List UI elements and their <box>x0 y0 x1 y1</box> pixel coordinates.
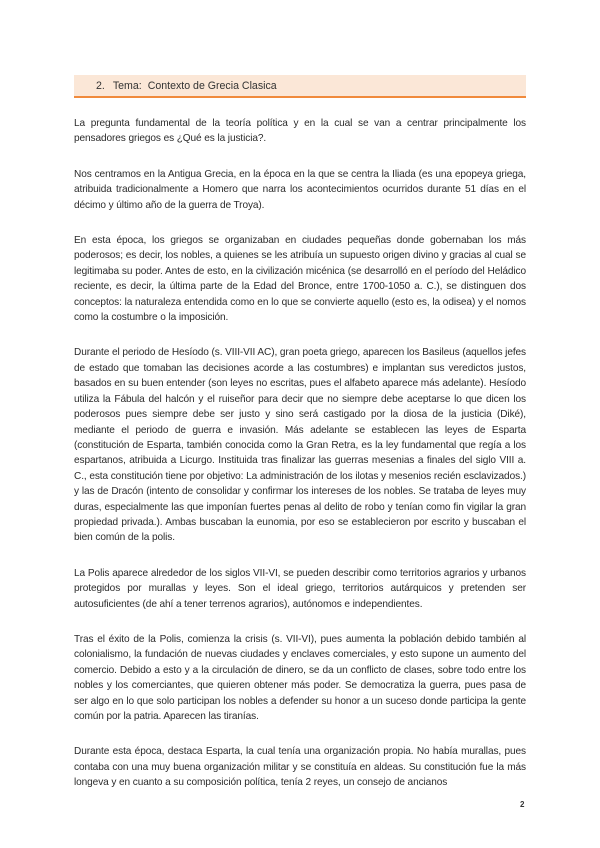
section-number: 2. <box>96 79 105 92</box>
paragraph: Durante esta época, destaca Esparta, la cual tenía una organización propia. No había murallas, pues contaba con una muy buena organización militar y se constituía en aldeas. Su constitución fue la más longeva y en cuanto a su composición política, tenía 2 reyes, un consejo de ancianos <box>74 746 526 789</box>
body-text <box>74 116 526 811</box>
paragraph: Durante el periodo de Hesíodo (s. VIII-VII AC), gran poeta griego, aparecen los Basileus (aquellos jefes de estado que tomaban las decisiones acorde a las costumbres) e implantan sus veredictos justos, basados en su buen entender (son leyes no escritas, pues el alfabeto aparece más adelante). Hesíodo utiliza la Fábula del halcón y el ruiseñor para decir que no siempre debe aceptarse lo que dicen los poderosos pues siempre debe ser justo y sino será castigado por la diosa de la justicia (Diké), mediante el periodo de guerra e invasión. Más adelante se establecen las leyes de Esparta (constitución de Esparta, también conocida como la Gran Retra, es la ley fundamental que regía a los espartanos, atribuida a Licurgo. Instituida tras finalizar las guerras mesenias a finales del siglo VIII a. C., esta constitución tiene por objetivo: La administración de los ilotas y mesenios recién esclavizados.) y las de Dracón (intento de consolidar y confirmar los intereses de los nobles. Se trataba de leyes muy duras, especialmente las que imponían fuertes penas al delito de robo y tenían como fin vigilar la gran propiedad privada.). Ambas buscaban la eunomia, por eso se establecieron por escrito y buscaban el bien común de la polis. <box>74 347 526 544</box>
paragraph: La pregunta fundamental de la teoría política y en la cual se van a centrar principalmente los pensadores griegos es ¿Qué es la justicia?. <box>74 118 526 145</box>
page-number: 2 <box>520 800 525 809</box>
paragraph: Nos centramos en la Antigua Grecia, en la época en la que se centra la Iliada (es una epopeya griega, atribuida tradicionalmente a Homero que narra los acontecimientos ocurridos durante 51 días en el décimo y último año de la guerra de Troya). <box>74 168 526 211</box>
paragraph: Tras el éxito de la Polis, comienza la crisis (s. VII-VI), pues aumenta la población debido también al colonialismo, la fundación de nuevas ciudades y enclaves comerciales, y esto supone un aumento del comercio. Debido a esto y a la circulación de dinero, se da un conflicto de clases, sobre todo entre los nobles y los comerciantes, que quieren obtener más poder. Se democratiza la guerra, pues pasa de ser algo en lo que solo participan los nobles a defender su honor a un suceso donde participa la gente común por la patria. Aparecen las tiranías. <box>74 633 526 722</box>
paragraph: La Polis aparece alrededor de los siglos VII-VI, se pueden describir como territorios agrarios y urbanos protegidos por murallas y leyes. Son el ideal griego, territorios autárquicos y pretenden ser autosuficientes (de ahí a tener terrenos agrarios), autónomos e independientes. <box>74 567 526 610</box>
section-title: Contexto de Grecia Clasica <box>147 79 277 92</box>
paragraph: En esta época, los griegos se organizaban en ciudades pequeñas donde gobernaban los más poderosos; es decir, los nobles, a quienes se les atribuía un supuesto origen divino y gracias al cual se legitimaba su poder. Antes de esto, en la civilización micénica (se desarrolló en el período del Heládico reciente, es decir, la última parte de la Edad del Bronce, entre 1700-1050 a. C.), se distinguen dos conceptos: la naturaleza entendida como en lo que se convierte aquello (esto es, la odisea) y el nomos como la costumbre o la imposición. <box>74 235 526 324</box>
section-header <box>74 75 526 98</box>
section-label: Tema: <box>112 79 142 92</box>
